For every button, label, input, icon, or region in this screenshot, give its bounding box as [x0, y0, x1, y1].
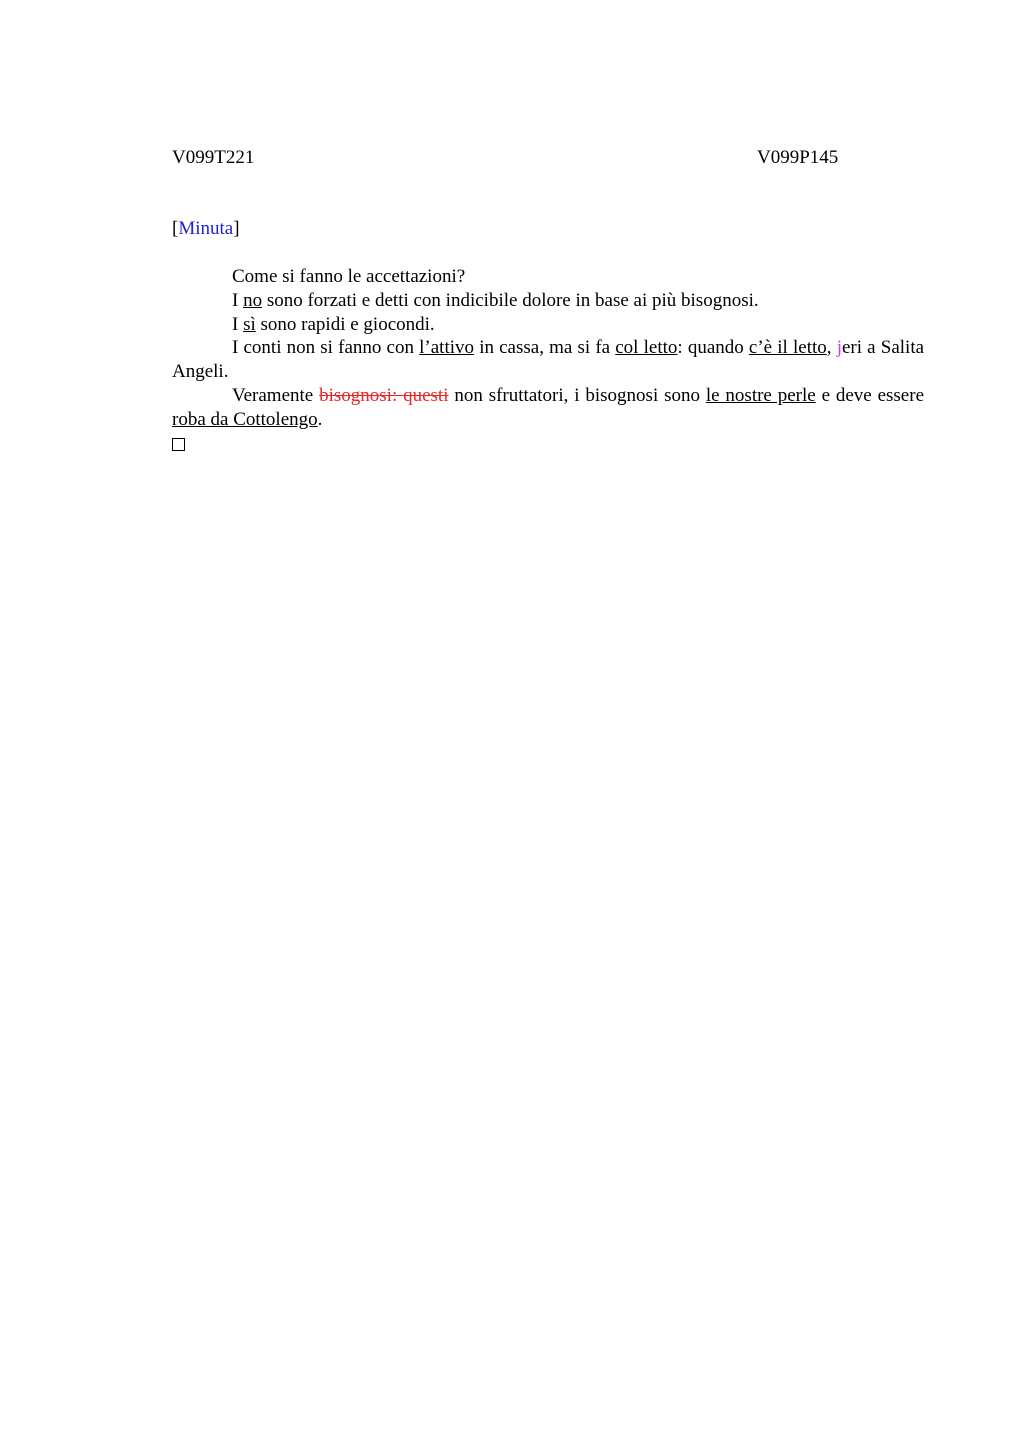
document-code-right: V099P145 — [757, 147, 839, 168]
paragraph-5-text: Veramente — [232, 384, 320, 406]
paragraph-4-text: in cassa, ma si fa — [474, 337, 616, 359]
paragraph-3 — [172, 313, 924, 337]
paragraph-2 — [172, 289, 924, 313]
section-open-bracket: [ — [172, 218, 179, 239]
inserted-letter: j — [836, 337, 842, 359]
paragraph-4-text: : quando — [677, 337, 749, 359]
paragraph-4-text: I conti non si fanno con — [232, 337, 420, 359]
paragraph-4-text: , — [826, 337, 837, 359]
underlined-text: roba da Cottolengo — [172, 408, 318, 430]
underlined-text: col letto — [615, 337, 678, 359]
paragraph-4-text: eri a Salita Angeli. — [172, 337, 925, 383]
underlined-text: sì — [243, 313, 256, 335]
underlined-text: l’attivo — [419, 337, 475, 359]
paragraph-5 — [172, 384, 924, 432]
section-label-text: Minuta — [178, 218, 234, 239]
body-text — [172, 265, 924, 457]
section-close-bracket: ] — [233, 218, 240, 239]
end-marker — [172, 432, 924, 458]
underlined-text: le nostre perle — [705, 384, 816, 406]
paragraph-5-text: non sfruttatori, i bisognosi sono — [448, 384, 706, 406]
paragraph-3-text: sono rapidi e giocondi. — [255, 313, 435, 335]
paragraph-1-text: Come si fanno le accettazioni? — [232, 266, 466, 287]
paragraph-5-text: . — [317, 408, 323, 430]
paragraph-2-text: sono forzati e detti con indicibile dolore in base ai più bisognosi. — [262, 289, 759, 311]
underlined-text: c’è il letto — [748, 337, 827, 359]
square-outline-icon — [172, 438, 185, 451]
paragraph-5-text: e deve essere — [815, 384, 925, 406]
paragraph-1 — [172, 265, 924, 289]
document-code-left: V099T221 — [172, 147, 255, 168]
paragraph-2-text: I — [232, 289, 244, 311]
paragraph-3-text: I — [232, 313, 244, 335]
section-label — [172, 217, 240, 241]
underlined-text: no — [243, 289, 263, 311]
deleted-text: bisognosi: questi — [319, 384, 449, 406]
paragraph-4 — [172, 336, 924, 384]
